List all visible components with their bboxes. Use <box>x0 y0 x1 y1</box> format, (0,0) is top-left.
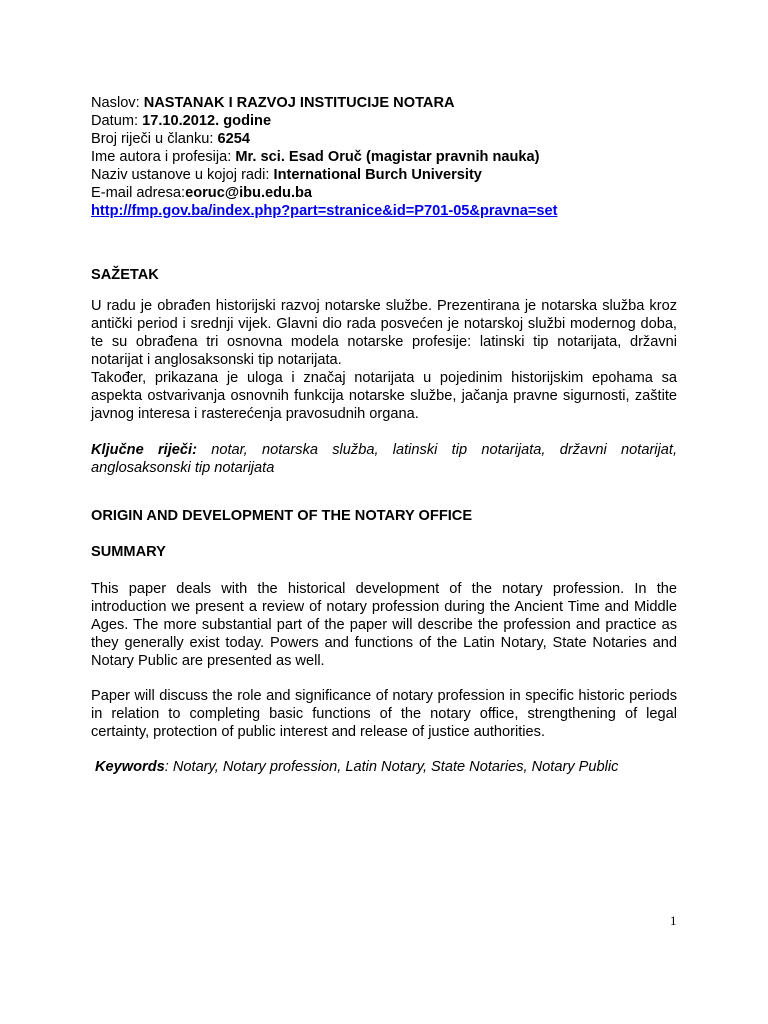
title-value: NASTANAK I RAZVOJ INSTITUCIJE NOTARA <box>143 95 455 111</box>
sazetak-heading: SAŽETAK <box>91 267 159 283</box>
date-label: Datum: <box>91 113 143 129</box>
sazetak-keywords <box>91 441 677 477</box>
page-number: 1 <box>670 913 677 928</box>
summary-keywords-text: : Notary, Notary profession, Latin Notary, State Notaries, Notary Public <box>164 759 619 775</box>
title-label: Naslov: <box>91 95 144 111</box>
summary-keywords <box>95 758 681 776</box>
source-link[interactable]: http://fmp.gov.ba/index.php?part=stranice&id=P701-05&pravna=set <box>91 203 558 219</box>
author-label: Ime autora i profesija: <box>91 149 236 165</box>
summary-paragraph-1 <box>91 580 677 670</box>
email-value: eoruc@ibu.edu.ba <box>185 185 313 201</box>
institution-label: Naziv ustanove u kojoj radi: <box>91 167 274 183</box>
sazetak-keywords-label: Ključne riječi: <box>91 442 197 458</box>
wordcount-line <box>91 130 691 148</box>
sazetak-keywords-line <box>91 441 677 477</box>
email-label: E-mail adresa: <box>91 185 186 201</box>
institution-value: International Burch University <box>273 167 482 183</box>
summary-heading: SUMMARY <box>91 544 166 560</box>
author-value: Mr. sci. Esad Oruč (magistar pravnih nauka) <box>235 149 540 165</box>
summary-paragraph-2 <box>91 687 677 741</box>
date-line <box>91 112 691 130</box>
sazetak-keywords-text: notar, notarska služba, latinski tip notarijata, državni notarijat, anglosaksonski tip notarijata <box>91 442 678 476</box>
link-line <box>91 202 691 220</box>
sazetak-paragraph-2: Također, prikazana je uloga i značaj notarijata u pojedinim historijskim epohama sa aspekta ostvarivanja osnovnih funkcija notarske službe, jačanja pravne sigurnosti, zaštite javnog interesa i rasterećenja pravosudnih organa. <box>91 370 677 422</box>
summary-keywords-line <box>95 758 681 776</box>
summary-paragraph-1-text: This paper deals with the historical development of the notary profession. In the introduction we present a review of notary profession during the Ancient Time and Middle Ages. The more substantial part of the paper will describe the profession and practice as they generally exist today. Powers and functions of the Latin Notary, State Notaries and Notary Public are presented as well. <box>91 581 677 669</box>
author-line <box>91 148 691 166</box>
sazetak-paragraph-1: U radu je obrađen historijski razvoj notarske službe. Prezentirana je notarska služba kroz antički period i srednji vijek. Glavni dio rada posvećen je notarskoj službi modernog doba, te su obrađena tri osnovna modela notarske profesije: latinski tip notarijata, državni notarijat i anglosaksonski tip notarijata. <box>91 298 677 368</box>
summary-paragraph-2-text: Paper will discuss the role and significance of notary profession in specific historic periods in relation to completing basic functions of the notary office, strengthening of legal certainty, protection of public interest and release of justice authorities. <box>91 688 677 740</box>
date-value: 17.10.2012. godine <box>142 113 272 129</box>
sazetak-body <box>91 297 677 423</box>
english-title: ORIGIN AND DEVELOPMENT OF THE NOTARY OFFICE <box>91 508 473 524</box>
summary-keywords-label: Keywords <box>95 759 165 775</box>
institution-line <box>91 166 691 184</box>
email-line <box>91 184 691 202</box>
wordcount-label: Broj riječi u članku: <box>91 131 218 147</box>
wordcount-value: 6254 <box>217 131 250 147</box>
title-line <box>91 94 691 112</box>
article-metadata <box>91 94 691 220</box>
